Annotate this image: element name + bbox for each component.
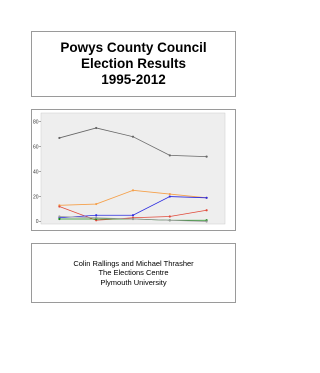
series-point [169, 195, 171, 197]
series-point [95, 217, 97, 219]
y-tick-label: 0 [35, 219, 39, 226]
series-point [58, 205, 60, 207]
title-line-3: 1995-2012 [101, 72, 166, 87]
series-point [132, 214, 134, 216]
series-point [58, 137, 60, 139]
credit-centre: The Elections Centre [98, 268, 169, 278]
credit-authors: Colin Rallings and Michael Thrasher [73, 258, 194, 268]
series-point [58, 218, 60, 220]
series-point [95, 214, 97, 216]
series-point [206, 220, 208, 222]
series-point [132, 136, 134, 138]
y-tick-label: 20 [32, 194, 39, 201]
series-point [169, 154, 171, 156]
series-point [206, 209, 208, 211]
series-point [169, 193, 171, 195]
results-chart [32, 110, 235, 230]
title-line-1: Powys County Council [60, 40, 207, 55]
series-point [95, 203, 97, 205]
series-point [169, 219, 171, 221]
series-point [132, 218, 134, 220]
series-point [206, 197, 208, 199]
y-tick-label: 80 [32, 119, 39, 126]
series-point [206, 156, 208, 158]
series-point [58, 215, 60, 217]
title-line-2: Election Results [80, 56, 187, 71]
chart-box [31, 109, 236, 231]
plot-area [41, 113, 225, 224]
series-point [169, 215, 171, 217]
credit-university: Plymouth University [100, 277, 167, 287]
series-point [95, 127, 97, 129]
y-tick-label: 60 [32, 144, 39, 151]
y-tick-label: 40 [32, 169, 39, 176]
credit-box [31, 243, 236, 303]
title-box [31, 31, 236, 97]
series-point [132, 189, 134, 191]
